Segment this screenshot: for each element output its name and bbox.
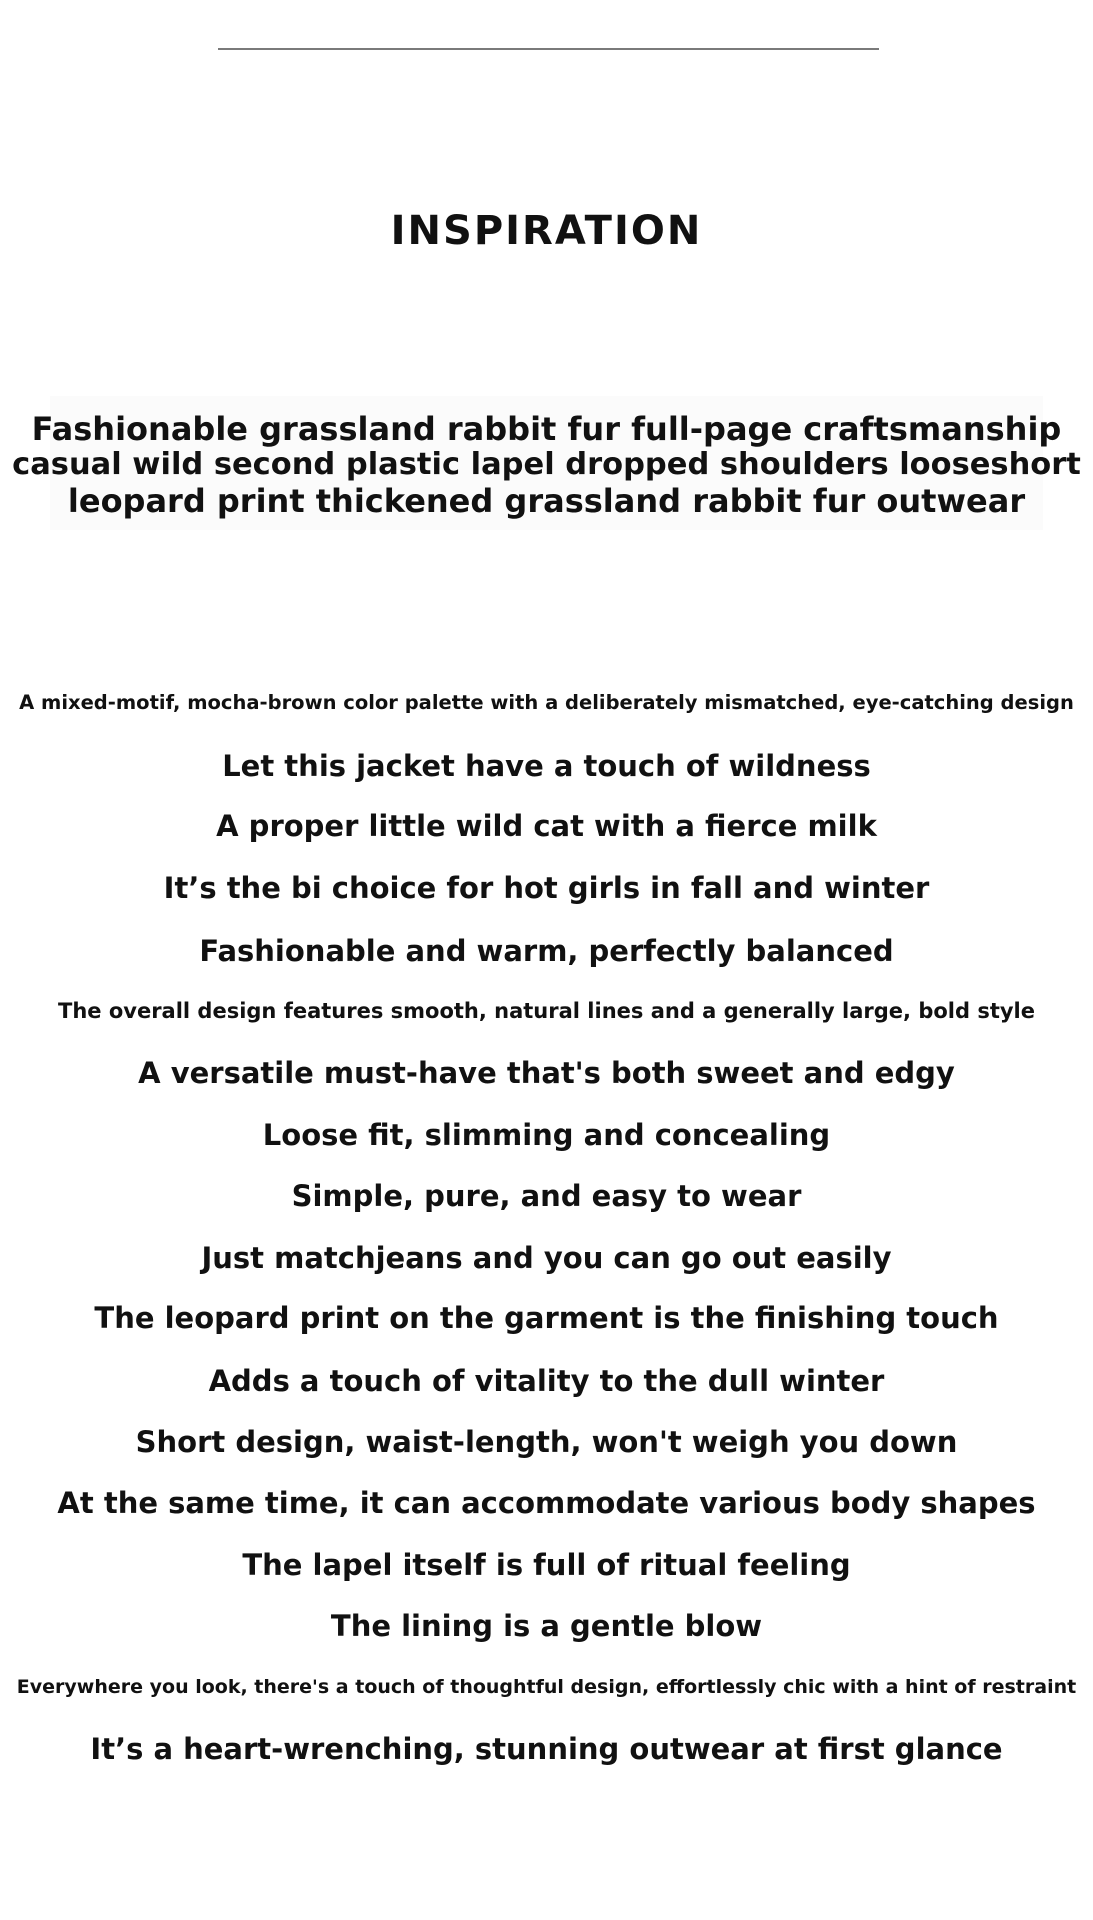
product-title-line: Fashionable grassland rabbit fur full-page craftsmanship [31,410,1062,448]
description-line: The lapel itself is full of ritual feeling [242,1548,851,1582]
description-line: Adds a touch of vitality to the dull winter [208,1364,885,1398]
description-line: The leopard print on the garment is the finishing touch [94,1301,999,1335]
description-line: Short design, waist-length, won't weigh you down [135,1425,958,1459]
description-line: The overall design features smooth, natural lines and a generally large, bold style [58,999,1035,1023]
description-line: Loose fit, slimming and concealing [262,1118,831,1152]
description-line: A versatile must-have that's both sweet and edgy [138,1056,955,1090]
top-divider [218,48,879,50]
page-heading: INSPIRATION [390,208,703,254]
description-line: A mixed-motif, mocha-brown color palette with a deliberately mismatched, eye-catching design [19,691,1074,714]
description-line: The lining is a gentle blow [330,1609,763,1643]
product-title-line: casual wild second plastic lapel dropped shoulders looseshort [12,447,1081,482]
description-line: Just matchjeans and you can go out easily [201,1241,892,1275]
description-line: Everywhere you look, there's a touch of thoughtful design, effortlessly chic with a hint of restraint [16,1676,1077,1698]
product-title-line: leopard print thickened grassland rabbit fur outwear [67,482,1026,520]
description-line: Let this jacket have a touch of wildness [222,749,871,783]
description-line: Simple, pure, and easy to wear [291,1179,802,1213]
description-line: Fashionable and warm, perfectly balanced [199,934,894,968]
description-line: It’s the bi choice for hot girls in fall and winter [163,871,930,905]
description-line: At the same time, it can accommodate various body shapes [57,1486,1036,1520]
description-line: It’s a heart-wrenching, stunning outwear at first glance [90,1732,1003,1766]
description-line: A proper little wild cat with a fierce milk [216,809,877,843]
